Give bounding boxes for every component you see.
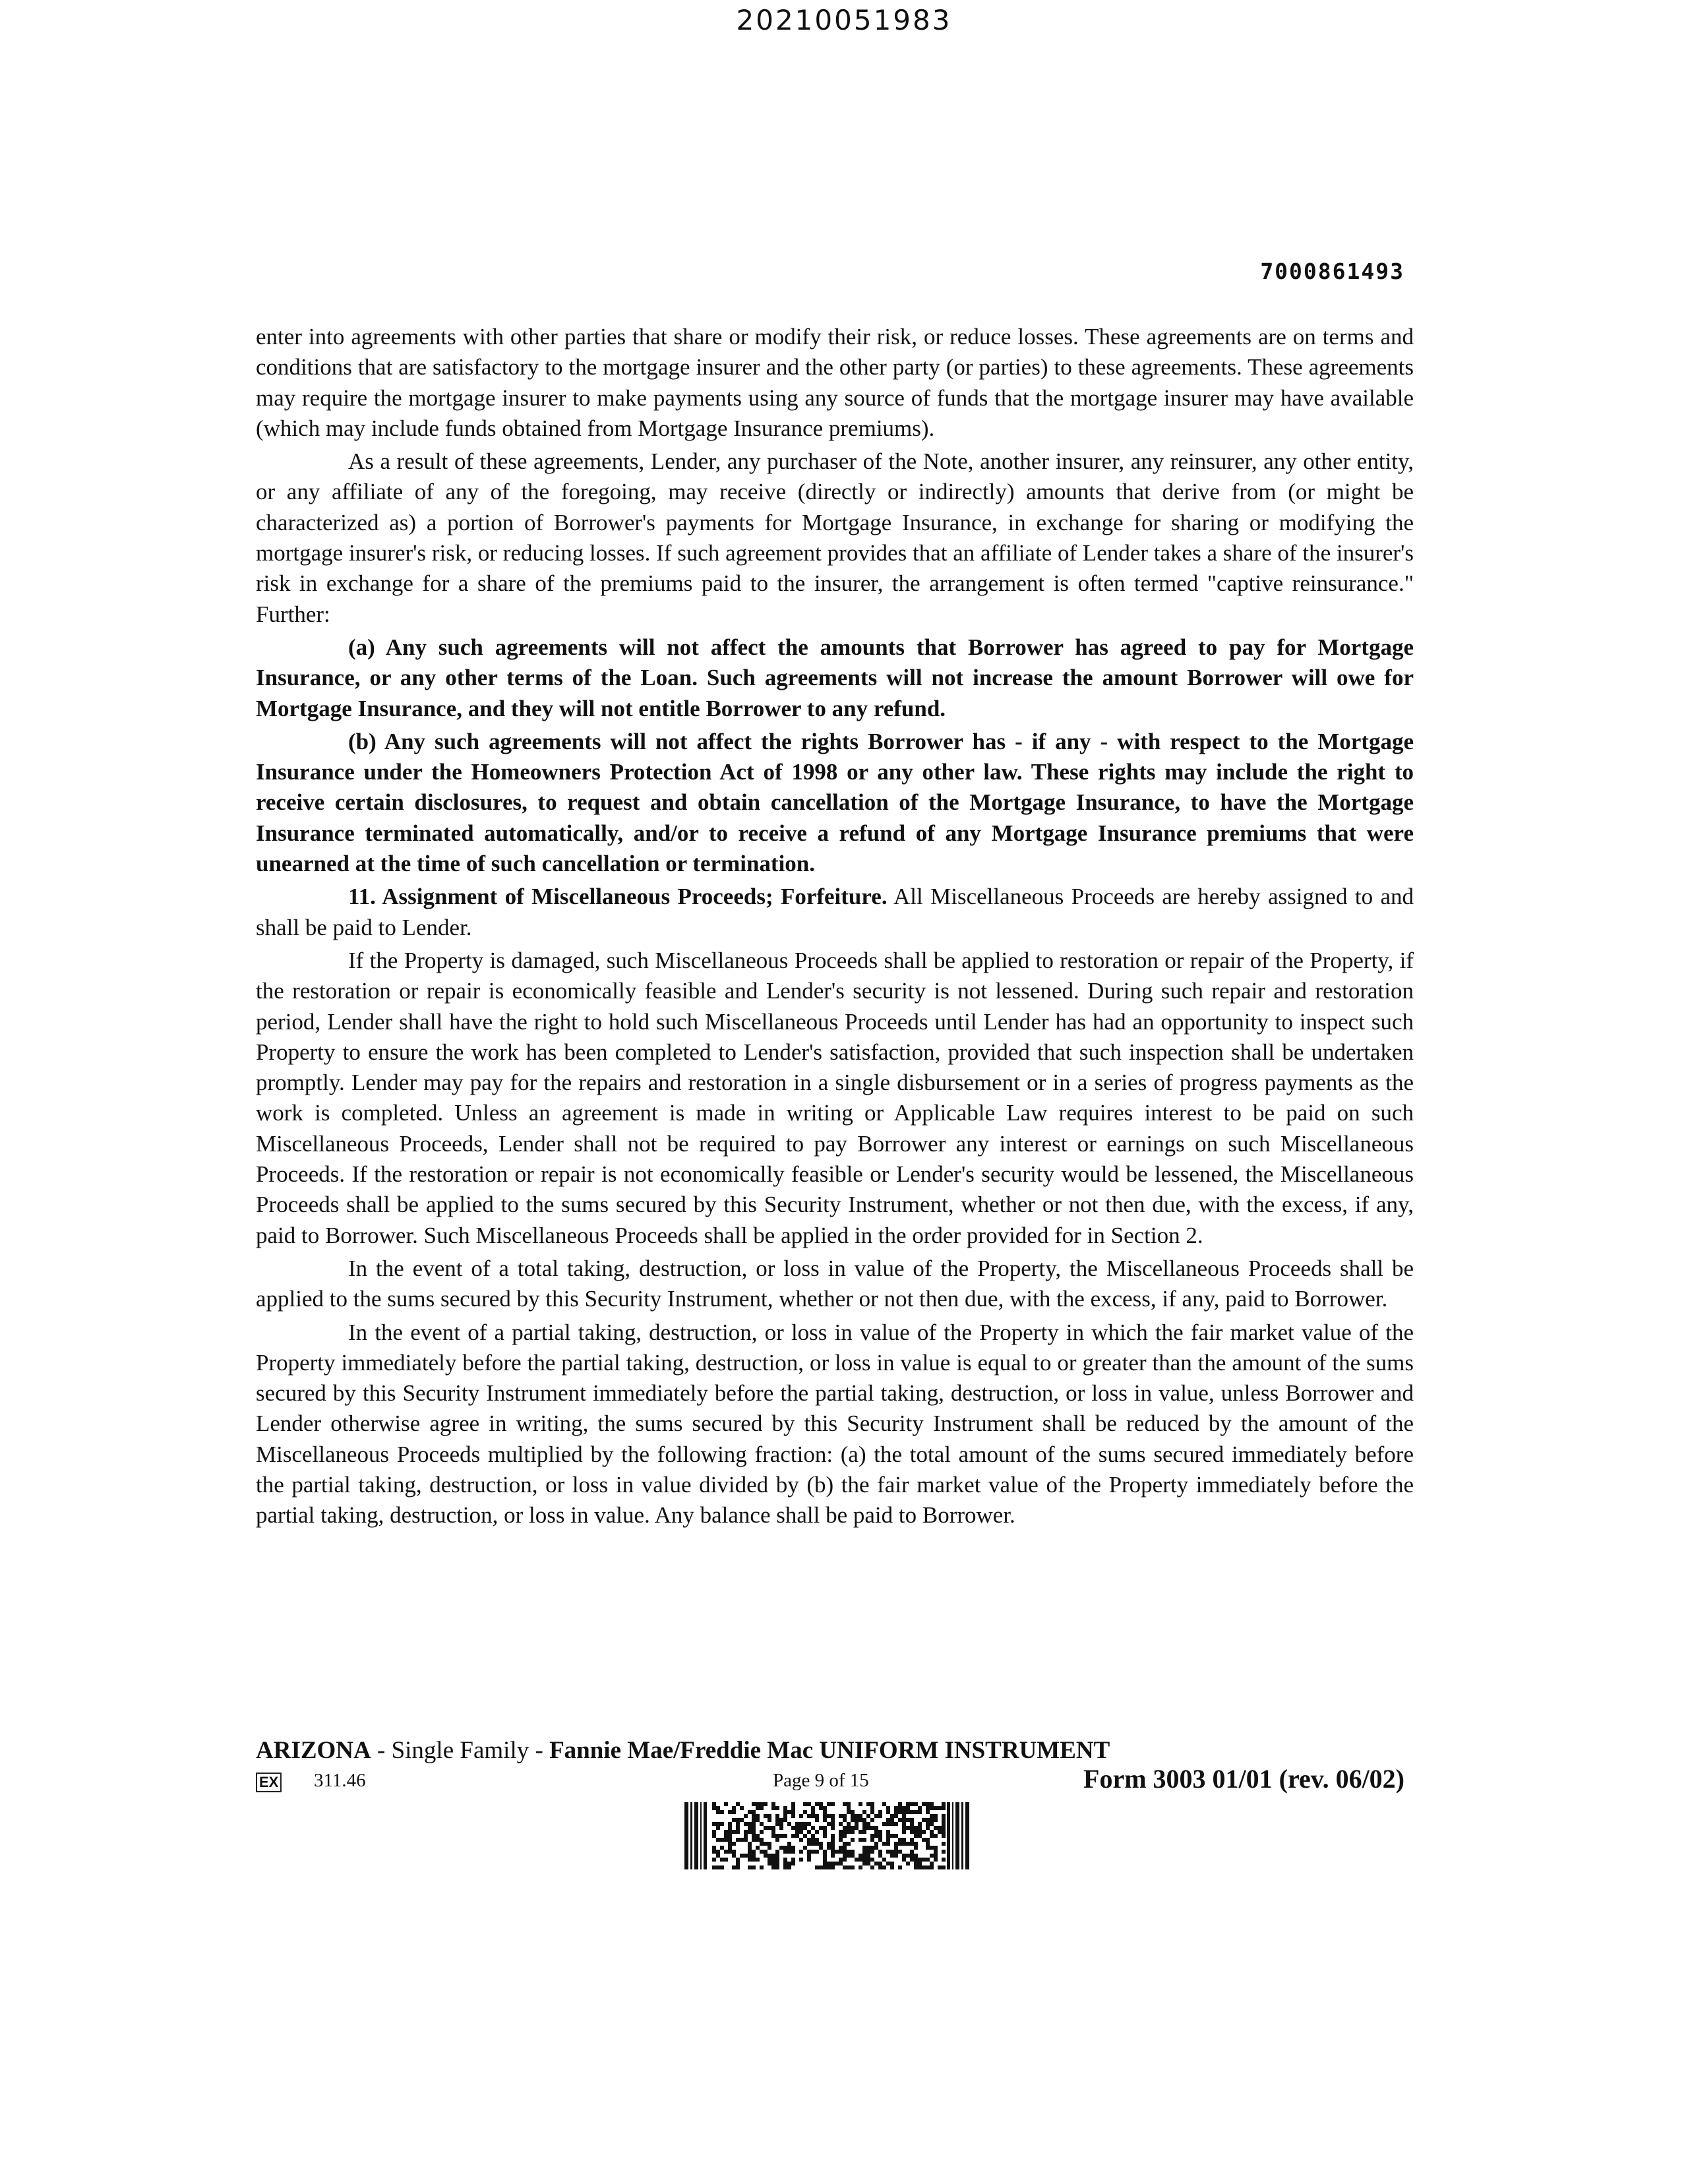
paragraph-clause-b: (b) Any such agreements will not affect the rights Borrower has - if any - with respect to the Mortgage Insurance under the Homeowners Protection Act of 1998 or any other law. These rights may include the right to receive certain disclosures, to request and obtain cancellation of the Mortgage Insurance, to have the Mortgage Insurance terminated automatically, and/or to receive a refund of any Mortgage Insurance premiums that were unearned at the time of such cancellation or termination. [256, 728, 1414, 877]
paragraph-captive-reinsurance: As a result of these agreements, Lender, any purchaser of the Note, another insurer, any reinsurer, any other entity, or any affiliate of any of the foregoing, may receive (directly or indirectly) amounts that derive from (or might be characterized as) a portion of Borrower's payments for Mortgage Insurance, in exchange for sharing or modifying the mortgage insurer's risk, or reducing losses. If such agreement provides that an affiliate of Lender takes a share of the insurer's risk in exchange for a share of the premiums paid to the insurer, the arrangement is often termed "captive reinsurance." Further: [256, 448, 1414, 627]
paragraph-clause-a: (a) Any such agreements will not affect the amounts that Borrower has agreed to pay for Mortgage Insurance, or any other terms of the Loan. Such agreements will not increase the amount Borrower will owe for Mortgage Insurance, and they will not entitle Borrower to any refund. [256, 634, 1414, 721]
ex-logo: EX [256, 1773, 282, 1792]
paragraph-total-taking: In the event of a total taking, destruction, or loss in value of the Property, the Miscellaneous Proceeds shall be applied to the sums secured by this Security Instrument, whether or not then due, with the excess, if any, paid to Borrower. [256, 1255, 1414, 1312]
section-11-text: All Miscellaneous Proceeds are hereby assigned to and shall be paid to Lender. [256, 884, 1414, 940]
barcode-graphic [684, 1802, 969, 1869]
barcode-icon [684, 1802, 969, 1869]
page-indicator: Page 9 of 15 [773, 1770, 869, 1791]
paragraph-property-damaged: If the Property is damaged, such Miscellaneous Proceeds shall be applied to restoration or repair of the Property, if the restoration or repair is economically feasible and Lender's security is not lessened. During such repair and restoration period, Lender shall have the right to hold such Miscellaneous Proceeds until Lender has had an opportunity to inspect such Property to ensure the work has been completed to Lender's satisfaction, provided that such inspection shall be undertaken promptly. Lender may pay for the repairs and restoration in a single disbursement or in a series of progress payments as the work is completed. Unless an agreement is made in writing or Applicable Law requires interest to be paid on such Miscellaneous Proceeds, Lender shall not be required to pay Borrower any interest or earnings on such Miscellaneous Proceeds. If the restoration or repair is not economically feasible or Lender's security would be lessened, the Miscellaneous Proceeds shall be applied to the sums secured by this Security Instrument, whether or not then due, with the excess, if any, paid to Borrower. Such Miscellaneous Proceeds shall be applied in the order provided for in Section 2. [256, 947, 1414, 1248]
section-11 [256, 882, 1414, 943]
loan-number: 7000861493 [1260, 258, 1404, 284]
footer-state: ARIZONA [256, 1737, 371, 1764]
recording-number: 20210051983 [736, 4, 952, 36]
form-number: Form 3003 01/01 (rev. 06/02) [1083, 1764, 1404, 1794]
section-11-heading: 11. Assignment of Miscellaneous Proceeds; Forfeiture. [348, 884, 888, 910]
footer-form-title: ARIZONA - Single Family - Fannie Mae/Freddie Mac UNIFORM INSTRUMENT [256, 1737, 1110, 1764]
paragraph-continuation: enter into agreements with other parties that share or modify their risk, or reduce losses. These agreements are on terms and conditions that are satisfactory to the mortgage insurer and the other party (or parties) to these agreements. These agreements may require the mortgage insurer to make payments using any source of funds that the mortgage insurer may have available (which may include funds obtained from Mortgage Insurance premiums). [256, 324, 1414, 441]
footer-family: Single Family [391, 1737, 529, 1764]
form-code: 311.46 [314, 1770, 366, 1791]
paragraph-partial-taking: In the event of a partial taking, destruction, or loss in value of the Property in which the fair market value of the Property immediately before the partial taking, destruction, or loss in value is equal to or greater than the amount of the sums secured by this Security Instrument immediately before the partial taking, destruction, or loss in value, unless Borrower and Lender otherwise agree in writing, the sums secured by this Security Instrument shall be reduced by the amount of the Miscellaneous Proceeds multiplied by the following fraction: (a) the total amount of the sums secured immediately before the partial taking, destruction, or loss in value divided by (b) the fair market value of the Property immediately before the partial taking, destruction, or loss in value. Any balance shall be paid to Borrower. [256, 1319, 1414, 1529]
footer-instrument: Fannie Mae/Freddie Mac UNIFORM INSTRUMENT [549, 1737, 1110, 1764]
document-body [256, 322, 1414, 1534]
